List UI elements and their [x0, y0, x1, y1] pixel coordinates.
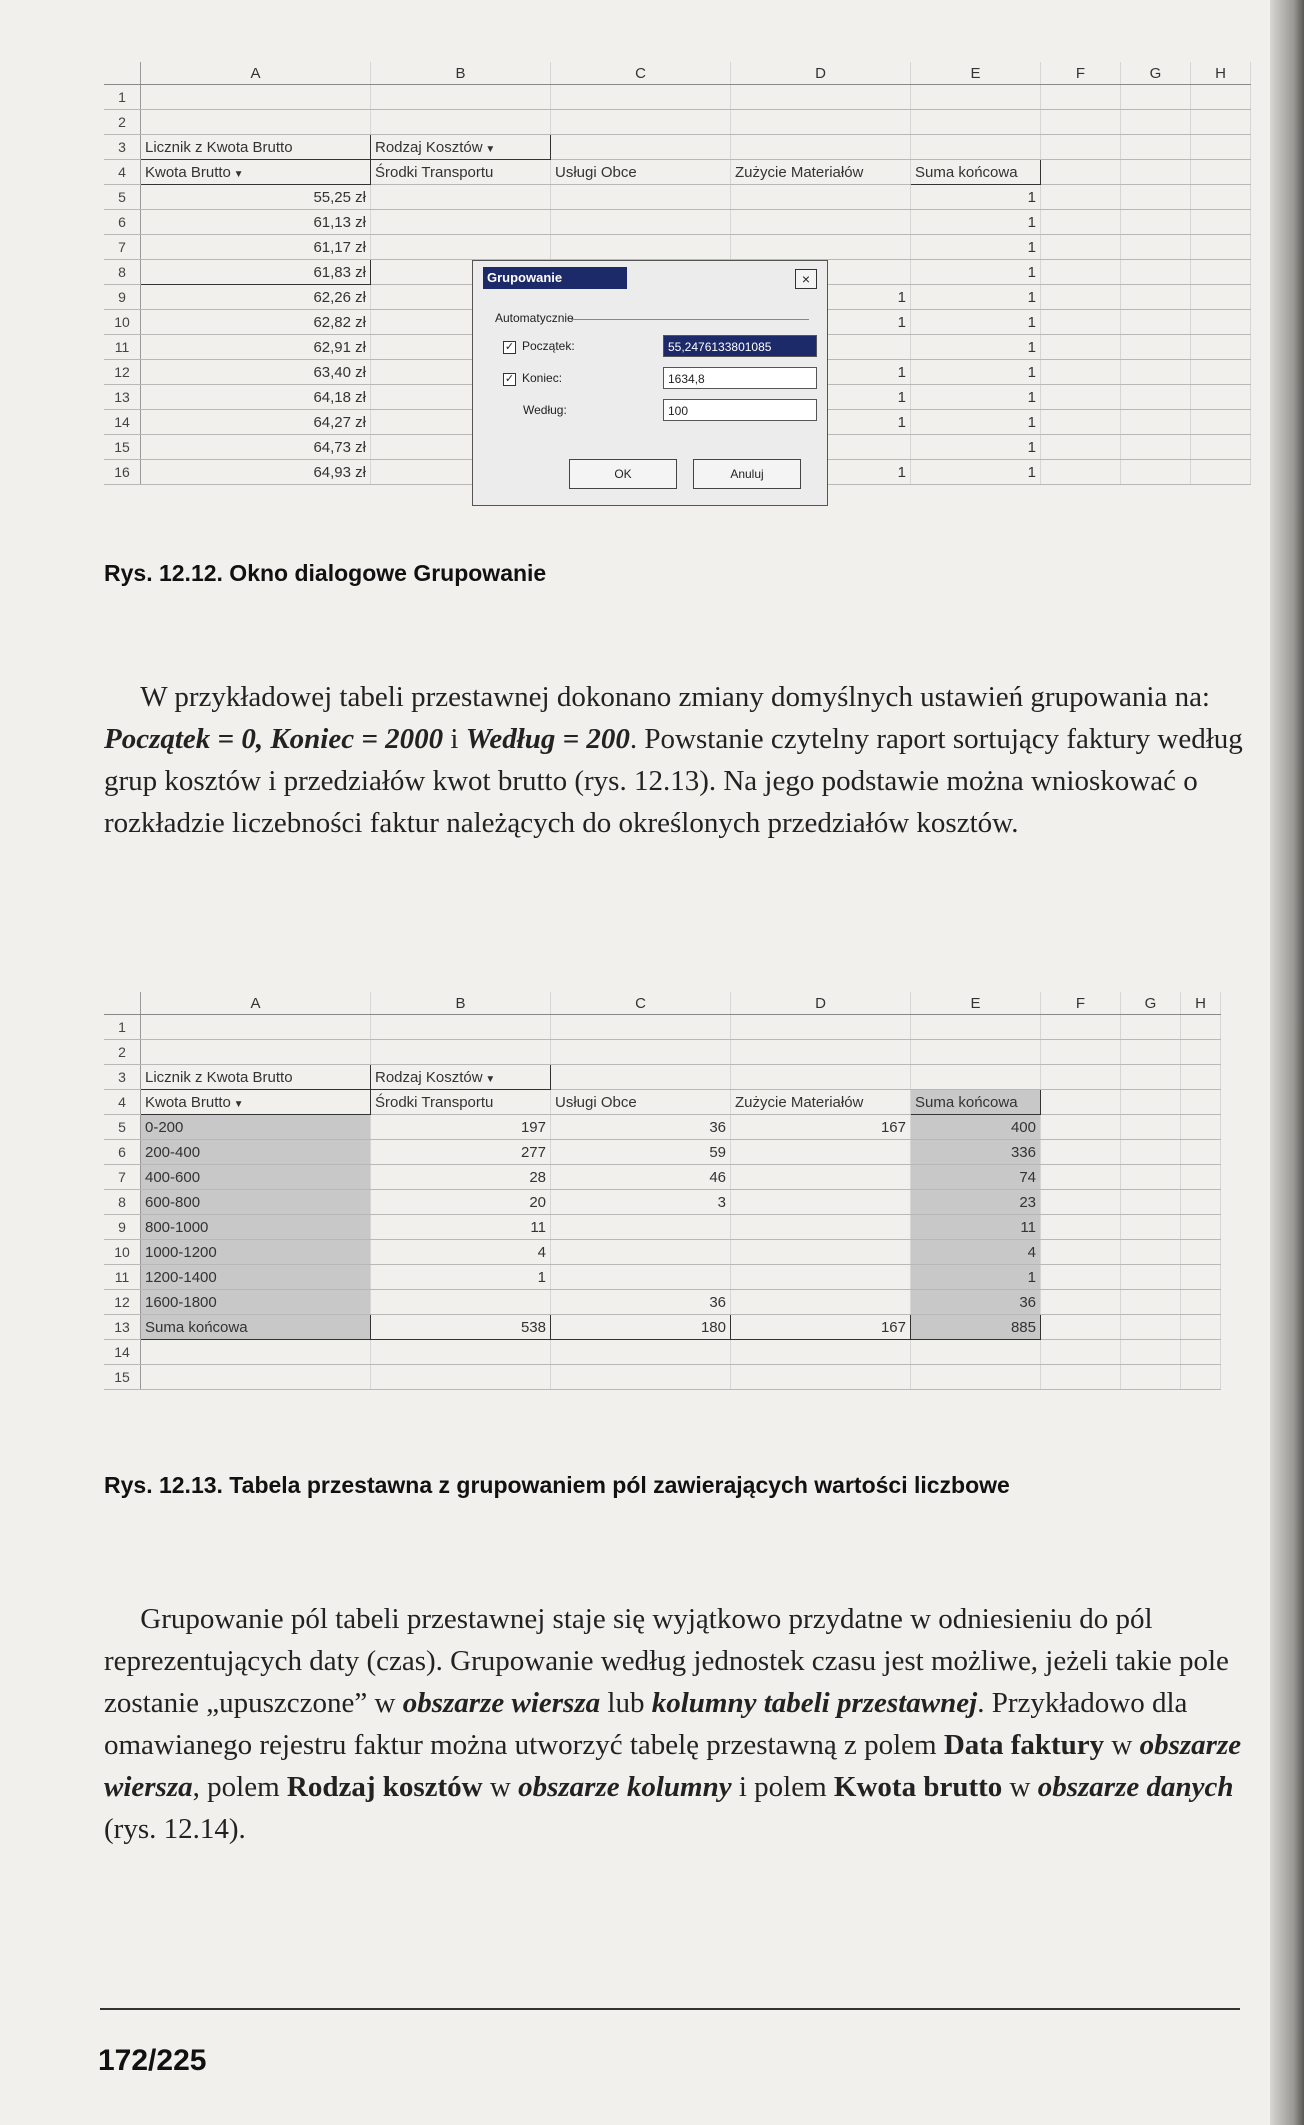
row-value[interactable]: 63,40 zł	[141, 360, 371, 385]
row-total: 11	[911, 1215, 1041, 1240]
group-label[interactable]: 800-1000	[141, 1215, 371, 1240]
column-header[interactable]: H	[1181, 992, 1221, 1015]
row-field-dropdown[interactable]: Kwota Brutto ▼	[141, 160, 371, 185]
end-checkbox[interactable]: ✓	[504, 373, 515, 385]
grand-total-label: Suma końcowa	[141, 1315, 371, 1340]
para1-text: W przykładowej tabeli przestawnej dokonano zmiany domyślnych ustawień grupowania na:	[140, 681, 1210, 713]
column-header[interactable]: G	[1121, 992, 1181, 1015]
row-value[interactable]: 64,93 zł	[141, 460, 371, 485]
row-total: 336	[911, 1140, 1041, 1165]
cell-count: 1	[911, 360, 1041, 385]
para2-text: w	[482, 1771, 519, 1803]
column-header[interactable]: E	[911, 62, 1041, 85]
group-label[interactable]: 1200-1400	[141, 1265, 371, 1290]
para2-text: Grupowanie pól tabeli przestawnej staje się wyjątkowo przydatne w odniesieniu do pól reprezentujących daty (czas). Grupowanie według jednostek czasu jest możliwe, jeżeli takie pole zostanie „upuszczone” w	[104, 1603, 1229, 1719]
para2-emph: obszarze wiersza	[104, 1729, 1242, 1803]
group-label[interactable]: 400-600	[141, 1165, 371, 1190]
cell-count: 1	[911, 210, 1041, 235]
para1-text: i	[443, 723, 466, 755]
value-cell	[731, 1140, 911, 1165]
value-cell	[731, 1240, 911, 1265]
category-header: Środki Transportu	[371, 160, 551, 185]
auto-group	[493, 311, 809, 431]
column-header[interactable]: F	[1041, 992, 1121, 1015]
row-total: 23	[911, 1190, 1041, 1215]
category-header: Zużycie Materiałów	[731, 1090, 911, 1115]
row-total: 400	[911, 1115, 1041, 1140]
grand-total-cell: 180	[551, 1315, 731, 1340]
figure2-grid: A B C D E F G H 1 2 3 Licznik z Kwota Brutto Rodzaj Kosztów ▼ 4 Kwota Brutto ▼ Środki Transportu Usługi Obce Zużycie Materiałów Suma końcowa 5 0-200 197 36 167 400 6 200-400 277 59 336 7 400-600 28 46 74 8 600-800 20 3 23 9 800-1000 11 11 10 1000-1200 4 4 11 1200-1400 1 1 12 1600-1800 36 36 13 Suma końcowa 538 180 167 885 14 15	[104, 992, 1221, 1390]
value-cell: 1	[371, 1265, 551, 1290]
para2-text: w	[1002, 1771, 1038, 1803]
column-header[interactable]: D	[731, 62, 911, 85]
row-value[interactable]: 55,25 zł	[141, 185, 371, 210]
grand-total-cell: 167	[731, 1315, 911, 1340]
paragraph-1	[104, 676, 1254, 844]
column-header[interactable]: E	[911, 992, 1041, 1015]
end-row	[503, 371, 562, 386]
row-total: 74	[911, 1165, 1041, 1190]
row-total: 4	[911, 1240, 1041, 1265]
cell-count: 1	[911, 235, 1041, 260]
value-cell	[551, 1240, 731, 1265]
category-header: Suma końcowa	[911, 160, 1041, 185]
value-cell: 167	[731, 1115, 911, 1140]
para2-emph: obszarze danych	[1037, 1771, 1234, 1803]
row-value[interactable]: 61,13 zł	[141, 210, 371, 235]
group-label[interactable]: 600-800	[141, 1190, 371, 1215]
cell-count: 1	[731, 310, 911, 335]
value-cell: 20	[371, 1190, 551, 1215]
para2-emph: kolumny tabeli przestawnej	[651, 1687, 978, 1719]
figure2-spreadsheet	[104, 992, 1254, 1390]
value-cell: 28	[371, 1165, 551, 1190]
start-label: Początek:	[522, 339, 575, 353]
category-header: Suma końcowa	[911, 1090, 1041, 1115]
row-total: 1	[911, 1265, 1041, 1290]
auto-group-label: Automatycznie	[495, 311, 574, 325]
para2-text: i polem	[731, 1771, 834, 1803]
column-header[interactable]: B	[371, 62, 551, 85]
value-cell	[731, 1290, 911, 1315]
para2-text: (rys. 12.14).	[104, 1813, 246, 1845]
cell-count: 1	[911, 185, 1041, 210]
dialog-title: Grupowanie	[483, 267, 627, 289]
column-header[interactable]: C	[551, 62, 731, 85]
close-icon[interactable]: ×	[795, 269, 817, 289]
row-field-dropdown[interactable]: Kwota Brutto ▼	[141, 1090, 371, 1115]
column-header[interactable]: F	[1041, 62, 1121, 85]
value-cell	[731, 1165, 911, 1190]
grand-total: 885	[911, 1315, 1041, 1340]
column-header[interactable]: B	[371, 992, 551, 1015]
cell-count: 1	[731, 385, 911, 410]
value-cell: 277	[371, 1140, 551, 1165]
column-field-dropdown[interactable]: Rodzaj Kosztów ▼	[371, 135, 551, 160]
para2-text: lub	[600, 1687, 652, 1719]
value-cell: 46	[551, 1165, 731, 1190]
para2-emph: obszarze kolumny	[518, 1771, 732, 1803]
value-cell: 197	[371, 1115, 551, 1140]
row-value[interactable]: 64,18 zł	[141, 385, 371, 410]
category-header: Zużycie Materiałów	[731, 160, 911, 185]
cell-count: 1	[731, 360, 911, 385]
pivot-data-label[interactable]: Licznik z Kwota Brutto	[141, 1065, 371, 1090]
group-label[interactable]: 1000-1200	[141, 1240, 371, 1265]
group-label[interactable]: 1600-1800	[141, 1290, 371, 1315]
end-label: Koniec:	[522, 371, 563, 385]
page-number: 172/225	[98, 2044, 207, 2077]
cell-count: 1	[911, 435, 1041, 460]
value-cell	[731, 1265, 911, 1290]
para2-text: . Przykładowo dla omawianego rejestru faktur można utworzyć tabelę przestawną z polem	[104, 1687, 1188, 1761]
end-input[interactable]: 1634,8	[663, 367, 817, 389]
row-value[interactable]: 61,17 zł	[141, 235, 371, 260]
cell-count: 1	[911, 460, 1041, 485]
cell-count: 1	[911, 385, 1041, 410]
column-field-dropdown[interactable]: Rodzaj Kosztów ▼	[371, 1065, 551, 1090]
value-cell: 59	[551, 1140, 731, 1165]
pivot-data-label[interactable]: Licznik z Kwota Brutto	[141, 135, 371, 160]
group-label[interactable]: 200-400	[141, 1140, 371, 1165]
value-cell: 11	[371, 1215, 551, 1240]
column-header[interactable]: A	[141, 992, 371, 1015]
grouping-dialog[interactable]	[472, 260, 828, 506]
row-value[interactable]: 62,82 zł	[141, 310, 371, 335]
para2-emph: obszarze wiersza	[402, 1687, 601, 1719]
para2-bold: Kwota brutto	[833, 1771, 1003, 1803]
row-value[interactable]: 64,73 zł	[141, 435, 371, 460]
row-value[interactable]: 62,26 zł	[141, 285, 371, 310]
selected-cell[interactable]: 61,83 zł	[141, 260, 371, 285]
cancel-button[interactable]: Anuluj	[693, 459, 801, 489]
paragraph-2	[104, 1598, 1254, 1850]
value-cell	[371, 1290, 551, 1315]
para1-text: . Powstanie czytelny raport sortujący faktury według grup kosztów i przedziałów kwot brutto (rys. 12.13). Na jego podstawie można wnioskować o rozkładzie liczebności faktur należących do określonych przedziałów kosztów.	[104, 723, 1243, 839]
by-label: Według:	[523, 403, 567, 417]
by-input[interactable]: 100	[663, 399, 817, 421]
figure1-spreadsheet	[104, 62, 1254, 485]
cell-count: 1	[911, 285, 1041, 310]
column-header[interactable]: G	[1121, 62, 1191, 85]
para2-text: w	[1104, 1729, 1140, 1761]
grand-total-cell: 538	[371, 1315, 551, 1340]
value-cell: 36	[551, 1115, 731, 1140]
para2-text: , polem	[192, 1771, 287, 1803]
value-cell: 4	[371, 1240, 551, 1265]
row-value[interactable]: 62,91 zł	[141, 335, 371, 360]
value-cell: 36	[551, 1290, 731, 1315]
row-total: 36	[911, 1290, 1041, 1315]
caption-fig-12-12: Rys. 12.12. Okno dialogowe Grupowanie	[104, 560, 547, 586]
caption-fig-12-13: Rys. 12.13. Tabela przestawna z grupowaniem pól zawierających wartości liczbowe	[104, 1472, 1010, 1498]
cell-count: 1	[911, 310, 1041, 335]
column-header[interactable]: H	[1191, 62, 1251, 85]
value-cell	[551, 1215, 731, 1240]
start-checkbox[interactable]: ✓	[504, 341, 515, 353]
column-header[interactable]: D	[731, 992, 911, 1015]
value-cell	[731, 1190, 911, 1215]
footer-rule	[100, 2008, 1240, 2010]
start-row	[503, 339, 575, 354]
cell-count: 1	[911, 260, 1041, 285]
category-header: Usługi Obce	[551, 160, 731, 185]
start-input[interactable]: 55,2476133801085	[663, 335, 817, 357]
para2-bold: Data faktury	[943, 1729, 1105, 1761]
para2-bold: Rodzaj kosztów	[286, 1771, 483, 1803]
group-label[interactable]: 0-200	[141, 1115, 371, 1140]
cell-count: 1	[731, 460, 911, 485]
cell-count: 1	[731, 285, 911, 310]
value-cell	[551, 1265, 731, 1290]
category-header: Usługi Obce	[551, 1090, 731, 1115]
category-header: Środki Transportu	[371, 1090, 551, 1115]
para1-emph: Według = 200	[465, 723, 630, 755]
cell-count: 1	[731, 410, 911, 435]
value-cell: 3	[551, 1190, 731, 1215]
column-header[interactable]: A	[141, 62, 371, 85]
figure1-grid: A B C D E F G H 1 2 3 Licznik z Kwota Brutto Rodzaj Kosztów ▼ 4 Kwota Brutto ▼ Środki Transportu Usługi Obce Zużycie Materiałów Suma końcowa 5 55,25 zł 1 6 61,13 zł 1 7 61,17 zł 1 8 61,83 zł 1 9 62,26 zł 1 1 10 62,82 zł 1 1 11 62,91 zł 1 12 63,40 zł 1 1 13 64,18 zł 1 1 14 64,27 zł 1 1 15 64,73 zł 1 16 64,93 zł 1 1	[104, 62, 1251, 485]
ok-button[interactable]: OK	[569, 459, 677, 489]
value-cell	[731, 1215, 911, 1240]
para1-emph: Początek = 0, Koniec = 2000	[104, 723, 444, 755]
cell-count: 1	[911, 410, 1041, 435]
column-header[interactable]: C	[551, 992, 731, 1015]
book-spine-shadow	[1270, 0, 1304, 2125]
row-value[interactable]: 64,27 zł	[141, 410, 371, 435]
cell-count: 1	[911, 335, 1041, 360]
divider	[571, 319, 809, 320]
